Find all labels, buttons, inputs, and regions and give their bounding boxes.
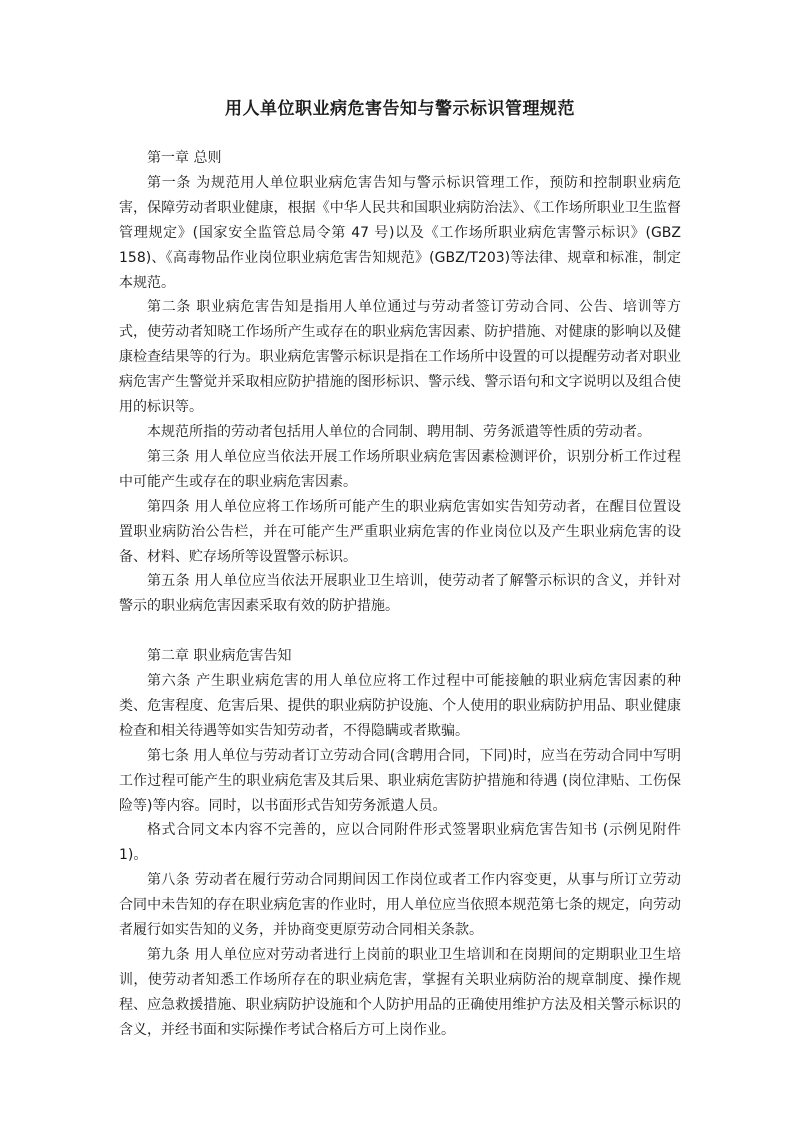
document-body [119,146,681,1043]
article-paragraph: 第九条 用人单位应对劳动者进行上岗前的职业卫生培训和在岗期间的定期职业卫生培训，使劳动者知悉工作场所存在的职业病危害，掌握有关职业病防治的规章制度、操作规程、应急救援措施、职业病防护设施和个人防护用品的正确使用维护方法及相关警示标识的含义，并经书面和实际操作考试合格后方可上岗作业。 [119,946,681,1038]
article-paragraph: 格式合同文本内容不完善的，应以合同附件形式签署职业病危害告知书 (示例见附件 1)。 [119,822,681,864]
paragraph-spacer [119,619,681,644]
article-paragraph: 第五条 用人单位应当依法开展职业卫生培训，使劳动者了解警示标识的含义，并针对警示的职业病危害因素采取有效的防护措施。 [119,573,681,615]
document-title: 用人单位职业病危害告知与警示标识管理规范 [225,99,575,119]
chapter-heading: 第一章 总则 [147,150,222,166]
article-paragraph: 本规范所指的劳动者包括用人单位的合同制、聘用制、劳务派遣等性质的劳动者。 [147,423,651,440]
article-paragraph: 第四条 用人单位应将工作场所可能产生的职业病危害如实告知劳动者，在醒目位置设置职业病防治公告栏，并在可能产生严重职业病危害的作业岗位以及产生职业病危害的设备、材料、贮存场所等设置警示标识。 [119,498,681,565]
article-paragraph: 第七条 用人单位与劳动者订立劳动合同(含聘用合同，下同)时，应当在劳动合同中写明工作过程可能产生的职业病危害及其后果、职业病危害防护措施和待遇 (岗位津贴、工伤保险等)等内容。同时，以书面形式告知劳务派遣人员。 [119,747,681,814]
article-paragraph: 第六条 产生职业病危害的用人单位应将工作过程中可能接触的职业病危害因素的种类、危害程度、危害后果、提供的职业病防护设施、个人使用的职业病防护用品、职业健康检查和相关待遇等如实告知劳动者，不得隐瞒或者欺骗。 [119,673,681,739]
article-paragraph: 第二条 职业病危害告知是指用人单位通过与劳动者签订劳动合同、公告、培训等方式，使劳动者知晓工作场所产生或存在的职业病危害因素、防护措施、对健康的影响以及健康检查结果等的行为。职业病危害警示标识是指在工作场所中设置的可以提醒劳动者对职业病危害产生警觉并采取相应防护措施的图形标识、警示线、警示语句和文字说明以及组合使用的标识等。 [119,299,681,416]
chapter-heading: 第二章 职业病危害告知 [147,648,292,665]
article-paragraph: 第三条 用人单位应当依法开展工作场所职业病危害因素检测评价，识别分析工作过程中可能产生或存在的职业病危害因素。 [119,448,681,490]
article-paragraph: 第一条 为规范用人单位职业病危害告知与警示标识管理工作，预防和控制职业病危害，保障劳动者职业健康，根据《中华人民共和国职业病防治法》、《工作场所职业卫生监督管理规定》(国家安全监管总局令第 47 号)以及《工作场所职业病危害警示标识》(GBZ 158)、《高毒物品作业岗位职业病危害告知规范》(GBZ/T203)等法律、规章和标准，制定本规范。 [119,174,681,291]
article-paragraph: 第八条 劳动者在履行劳动合同期间因工作岗位或者工作内容变更，从事与所订立劳动合同中未告知的存在职业病危害的作业时，用人单位应当依照本规范第七条的规定，向劳动者履行如实告知的义务，并协商变更原劳动合同相关条款。 [119,872,681,939]
